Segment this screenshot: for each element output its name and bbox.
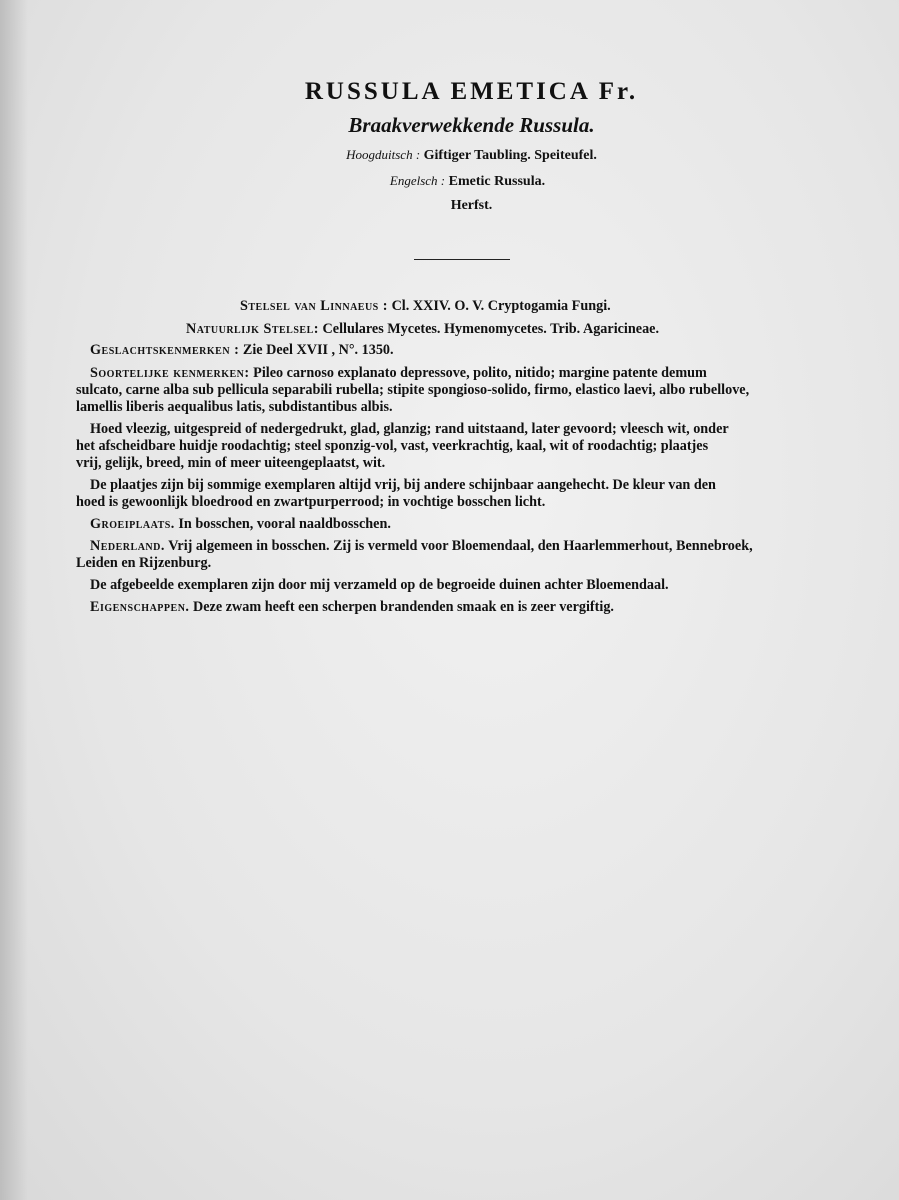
section-label: Groeiplaats.: [90, 516, 175, 532]
section-label: Natuurlijk Stelsel:: [186, 321, 319, 337]
species-characters-latin: [76, 365, 836, 416]
section-value: In bosschen, vooral naaldbosschen.: [178, 516, 391, 532]
text-line: Leiden en Rijzenburg.: [76, 555, 212, 571]
species-characters-dutch: [76, 421, 836, 472]
genus-characters: [76, 342, 836, 359]
vernacular-name: Emetic Russula.: [448, 174, 546, 189]
text-line: hoed is gewoonlijk bloedrood en zwartpurperrood; in vochtige bosschen licht.: [76, 494, 546, 510]
vernacular-lang: Engelsch :: [389, 173, 446, 188]
section-value: Cl. XXIV. O. V. Cryptogamia Fungi.: [391, 298, 611, 314]
vernacular-lang: Hoogduitsch :: [346, 147, 421, 162]
description-body: [76, 298, 836, 621]
section-value: Zie Deel XVII , N°. 1350.: [242, 342, 394, 358]
text-line: Vrij algemeen in bosschen. Zij is vermeld voor Bloemendaal, den Haarlemmerhout, Bennebroek,: [168, 538, 753, 554]
vernacular-name: Giftiger Taubling. Speiteufel.: [423, 148, 597, 163]
plates-note: [76, 477, 836, 511]
netherlands-distribution: [76, 538, 836, 572]
collected-note: [76, 577, 836, 594]
section-label: Soortelijke kenmerken:: [90, 365, 250, 381]
vernacular-english: [18, 173, 899, 190]
text-line: het afscheidbare huidje roodachtig; steel sponzig-vol, vast, veerkrachtig, kaal, wit of roodachtig; plaatjes: [76, 438, 709, 454]
section-label: Geslachtskenmerken :: [90, 342, 240, 358]
vernacular-german: [22, 147, 899, 164]
properties: [76, 599, 836, 616]
section-value: Cellulares Mycetes. Hymenomycetes. Trib. Agaricineae.: [322, 321, 660, 337]
text-line: De plaatjes zijn bij sommige exemplaren altijd vrij, bij andere schijnbaar aangehecht. De kleur van den: [90, 477, 716, 493]
text-line: sulcato, carne alba sub pellicula separabili rubella; stipite spongioso-solido, firmo, elastico laevi, albo rubellove,: [76, 382, 750, 398]
section-label: Stelsel van Linnaeus :: [240, 298, 389, 314]
season: Herfst.: [450, 198, 493, 213]
section-value: Deze zwam heeft een scherpen brandenden smaak en is zeer vergiftig.: [193, 599, 614, 615]
text-line: vrij, gelijk, breed, min of meer uiteengeplaatst, wit.: [76, 455, 386, 471]
text-line: lamellis liberis aequalibus latis, subdistantibus albis.: [76, 399, 393, 415]
text-line: De afgebeelde exemplaren zijn door mij verzameld op de begroeide duinen achter Bloemendaal.: [90, 577, 669, 593]
text-line: Pileo carnoso explanato depressove, polito, nitido; margine patente demum: [253, 365, 707, 381]
species-title: RUSSULA EMETICA Fr.: [304, 78, 639, 105]
dutch-name: Braakverwekkende Russula.: [348, 113, 595, 137]
text-line: Hoed vleezig, uitgespreid of nedergedrukt, glad, glanzig; rand uitstaand, later gevoord; vleesch wit, onder: [90, 421, 729, 437]
habitat: [76, 516, 836, 533]
section-label: Eigenschappen.: [90, 599, 190, 615]
divider-rule: [414, 259, 510, 260]
section-label: Nederland.: [90, 538, 165, 554]
linnaeus-system: [76, 298, 836, 315]
natural-system: [76, 321, 836, 338]
